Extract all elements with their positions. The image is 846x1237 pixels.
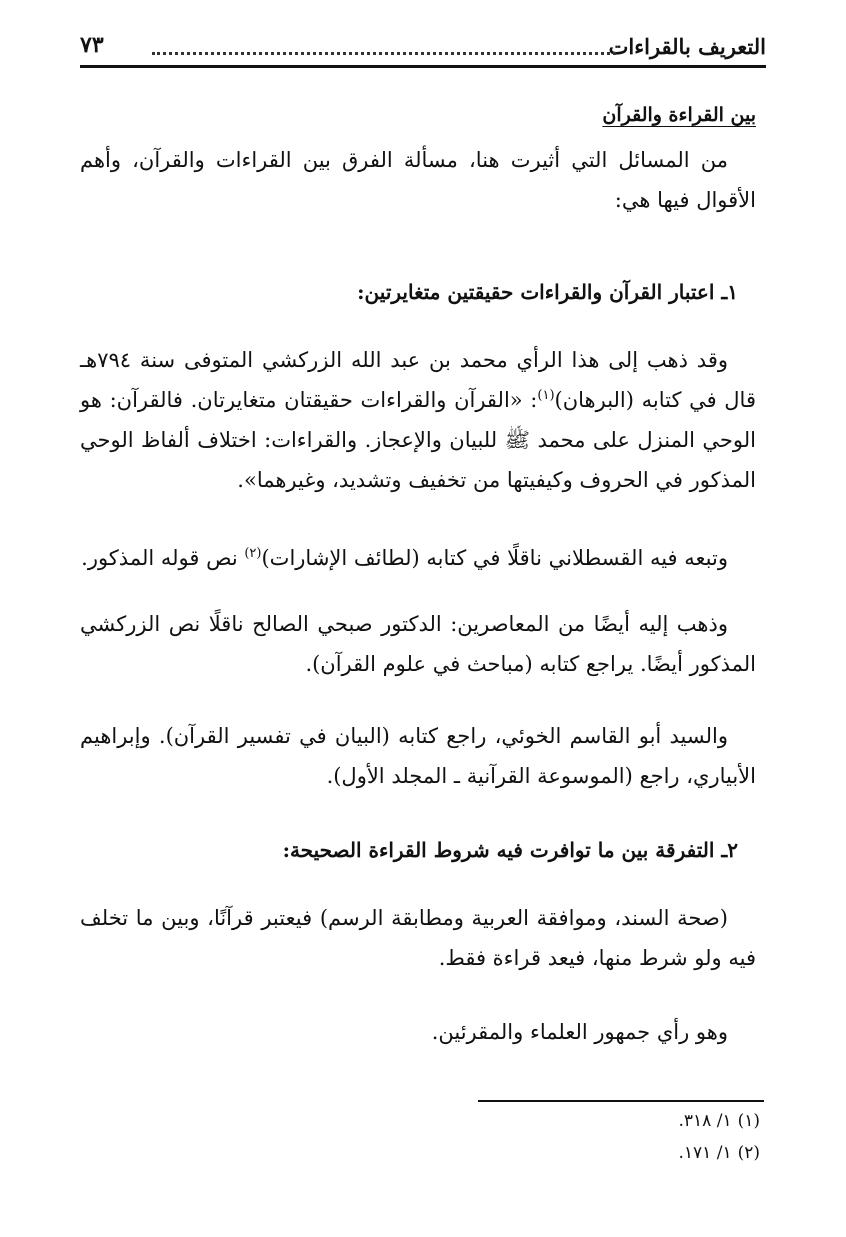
point-1-paragraph-2 (80, 538, 756, 578)
point-1-paragraph-3: وذهب إليه أيضًا من المعاصرين: الدكتور صبحي الصالح ناقلًا نص الزركشي المذكور أيضًا. يراجع كتابه (مباحث في علوم القرآن). (80, 612, 756, 676)
footnote-1-text: ١/ ٣١٨. (678, 1111, 732, 1131)
footnote-2-text: ١/ ١٧١. (678, 1143, 732, 1163)
footnote-1-mark: (١) (737, 1111, 760, 1131)
footnote-1 (678, 1108, 760, 1134)
point-2-paragraph-2: وهو رأي جمهور العلماء والمقرئين. (431, 1020, 728, 1044)
intro-paragraph: من المسائل التي أثيرت هنا، مسألة الفرق بين القراءات والقرآن، وأهم الأقوال فيها هي: (80, 148, 756, 212)
point-1-paragraph-4: والسيد أبو القاسم الخوئي، راجع كتابه (البيان في تفسير القرآن). وإبراهيم الأبياري، راجع (الموسوعة القرآنية ـ المجلد الأول). (80, 724, 756, 788)
point-1-paragraph-2-text-b: نص قوله المذكور. (81, 546, 245, 570)
running-header (80, 28, 766, 68)
footnote-ref-1: (١) (537, 388, 555, 403)
page-number: ٧٣ (80, 32, 104, 58)
point-1-paragraph-1-text-a: وقد ذهب إلى هذا الرأي محمد بن عبد الله الزركشي المتوفى سنة ٧٩٤هـ قال في كتابه (البرهان) (80, 348, 756, 412)
point-1-heading: ١ـ اعتبار القرآن والقراءات حقيقتين متغايرتين: (357, 280, 738, 304)
footnote-2-mark: (٢) (737, 1143, 760, 1163)
section-heading: بين القراءة والقرآن (602, 104, 756, 126)
header-title: التعريف بالقراءات (608, 34, 766, 59)
point-2-paragraph-1: (صحة السند، وموافقة العربية ومطابقة الرسم) فيعتبر قرآنًا، وبين ما تخلف فيه ولو شرط منها، فيعد قراءة فقط. (80, 906, 756, 970)
footnote-ref-2: (٢) (244, 546, 262, 561)
footnote-2 (678, 1140, 760, 1166)
point-1-paragraph-1-text-b: : «القرآن والقراءات حقيقتان متغايرتان. فالقرآن: هو الوحي المنزل على محمد ﷺ للبيان والإعجاز. والقراءات: اختلاف ألفاظ الوحي المذكور في الحروف وكيفيتها من تخفيف وتشديد، وغيرهما». (80, 388, 756, 492)
footnote-separator (478, 1100, 764, 1102)
point-2-heading: ٢ـ التفرقة بين ما توافرت فيه شروط القراءة الصحيحة: (282, 838, 738, 862)
header-dot-leader (152, 32, 616, 55)
point-1-paragraph-1 (80, 340, 756, 500)
point-1-paragraph-2-text-a: وتبعه فيه القسطلاني ناقلًا في كتابه (لطائف الإشارات) (261, 546, 728, 570)
